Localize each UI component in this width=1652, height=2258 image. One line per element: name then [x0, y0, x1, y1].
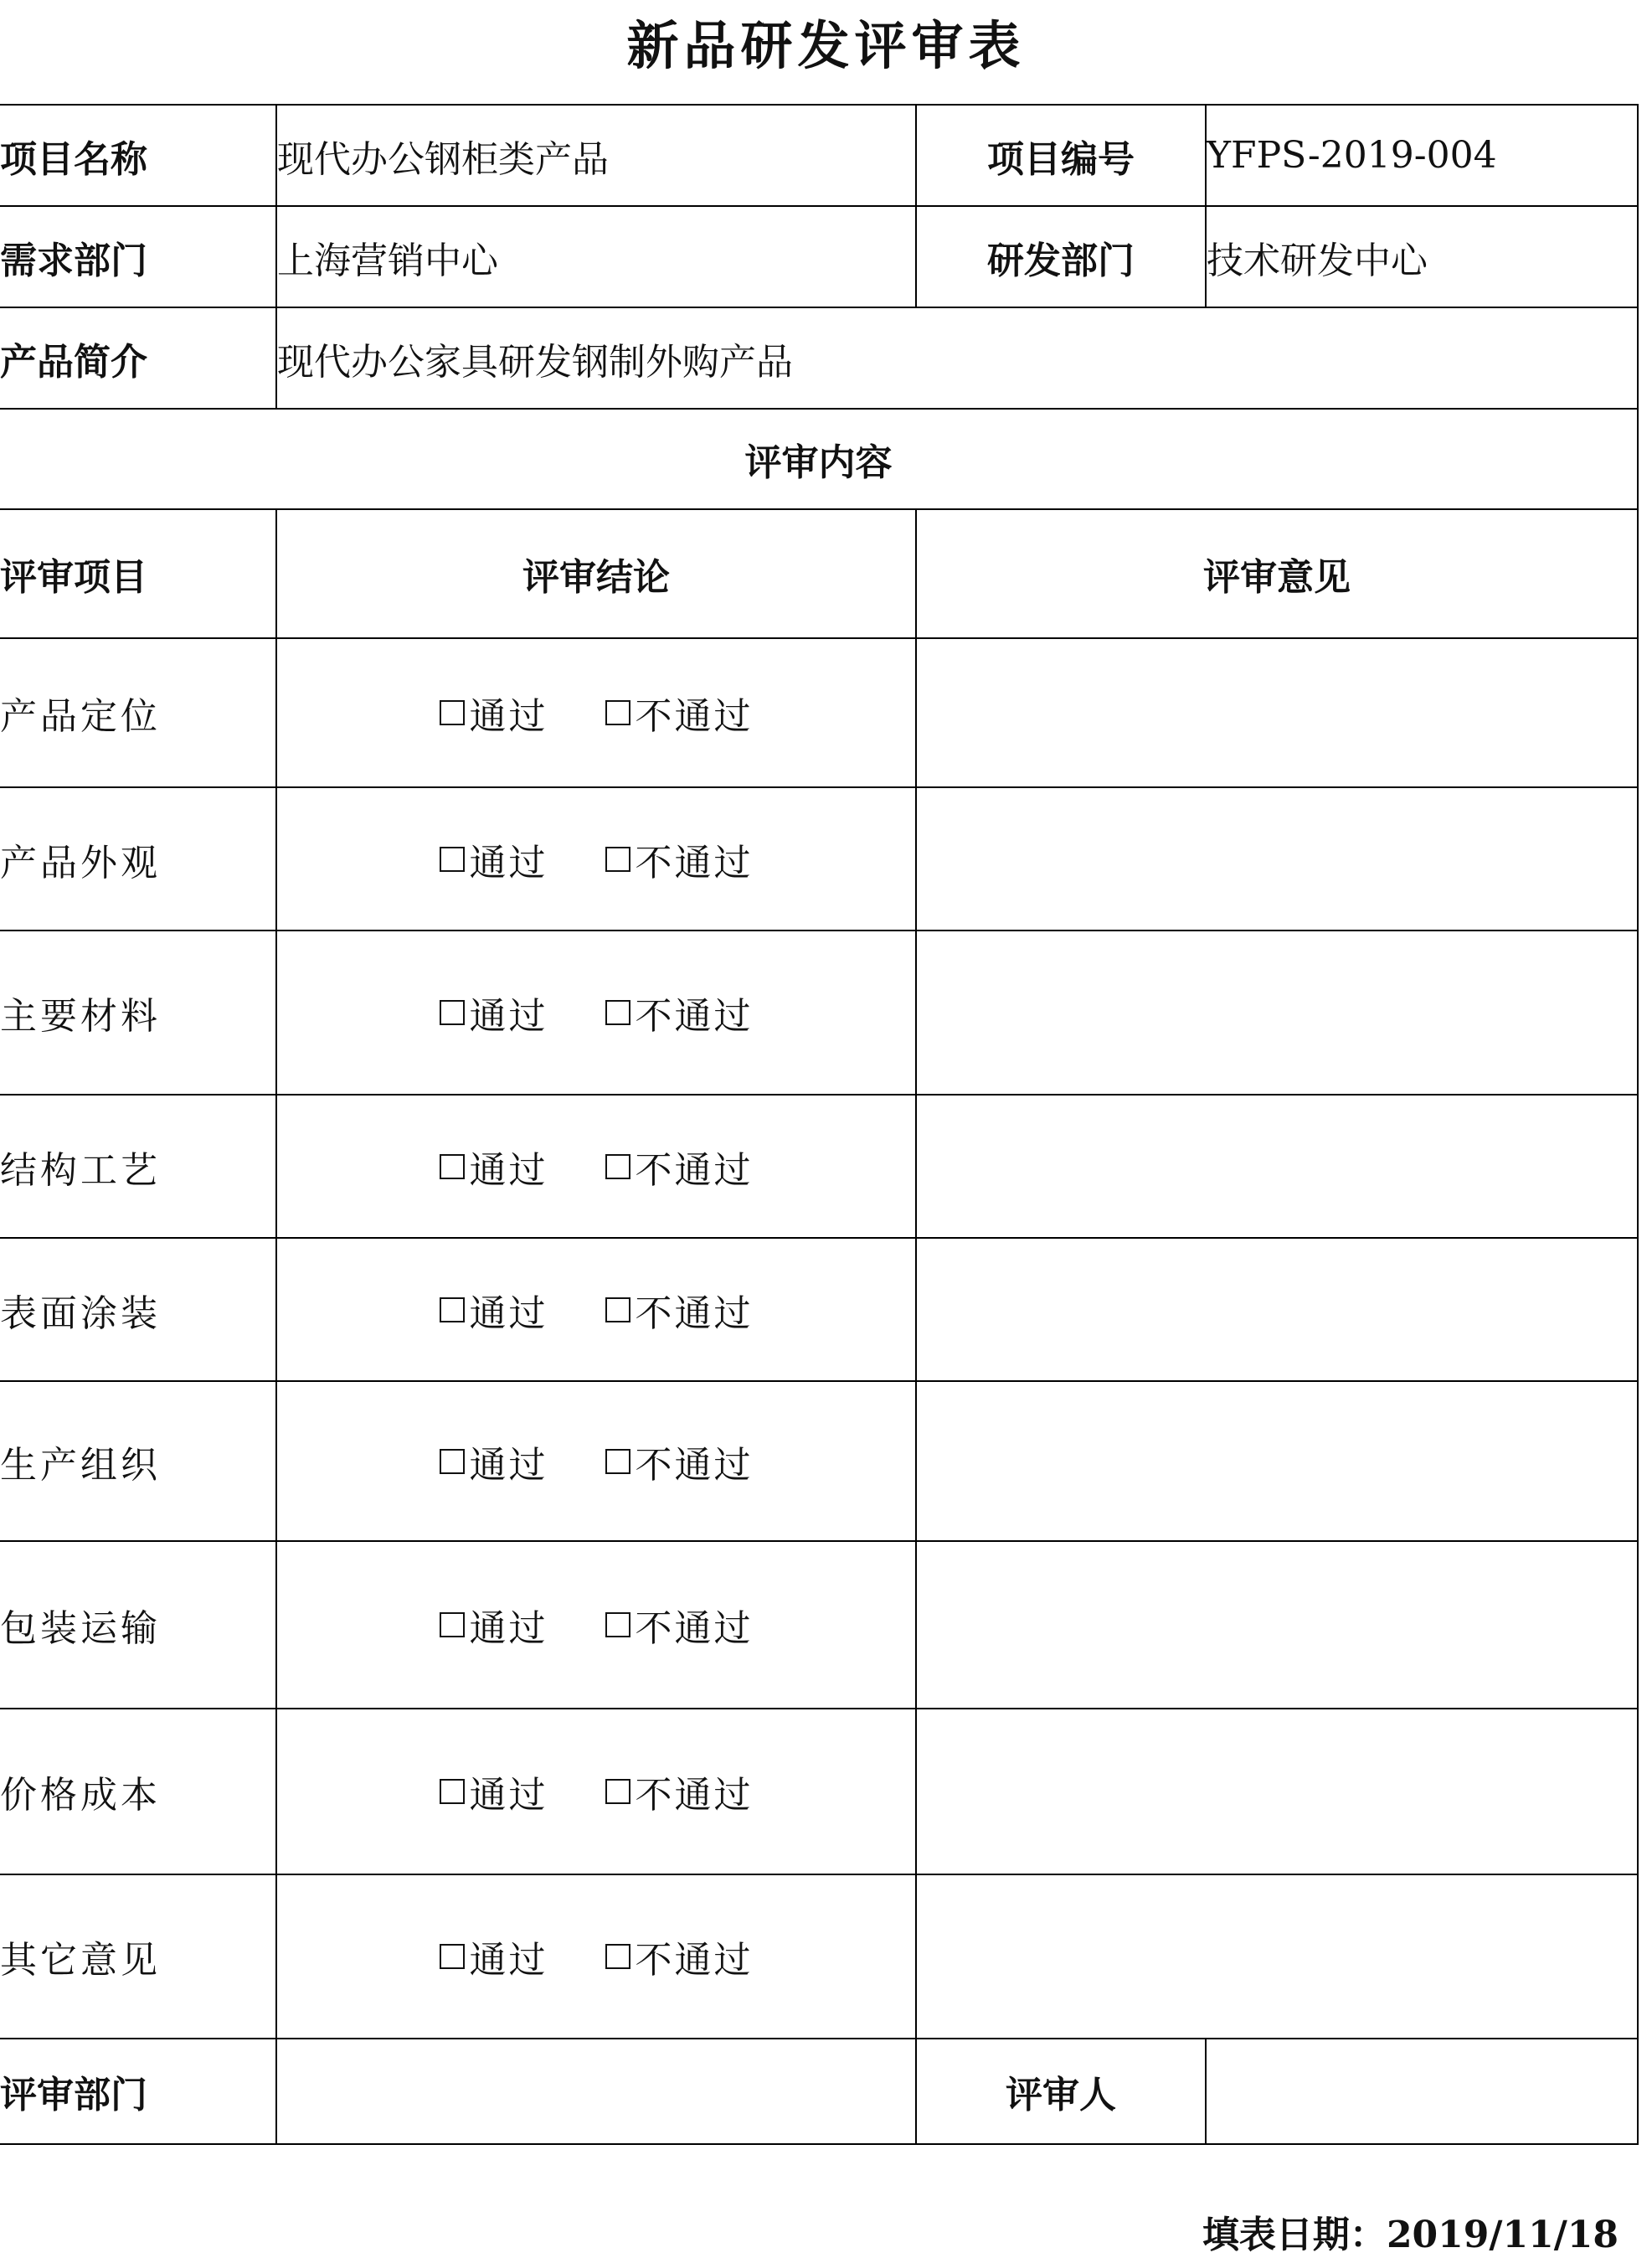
demand-dept-label: 需求部门	[0, 206, 276, 307]
checkbox-icon[interactable]	[440, 1297, 465, 1322]
checkbox-icon[interactable]	[605, 700, 630, 725]
checkbox-icon[interactable]	[440, 1000, 465, 1025]
form-title: 新品研发评审表	[626, 15, 1026, 76]
col-result-header: 评审结论	[276, 509, 916, 638]
pass-label: 通过	[469, 841, 548, 884]
review-row	[0, 1238, 1638, 1381]
fail-option[interactable]	[605, 1435, 754, 1488]
rd-dept-label: 研发部门	[916, 206, 1206, 307]
pass-label: 通过	[469, 1291, 548, 1335]
checkbox-icon[interactable]	[605, 847, 630, 872]
review-section-title: 评审内容	[0, 409, 1638, 509]
checkbox-icon[interactable]	[605, 1000, 630, 1025]
checkbox-icon[interactable]	[605, 1449, 630, 1474]
checkbox-icon[interactable]	[605, 1297, 630, 1322]
review-opinion-cell[interactable]	[916, 638, 1638, 787]
reviewer-field[interactable]	[1206, 2039, 1638, 2144]
fail-label: 不通过	[635, 1774, 754, 1817]
checkbox-icon[interactable]	[440, 700, 465, 725]
review-item-label: 产品定位	[0, 638, 276, 787]
review-opinion-cell[interactable]	[916, 1095, 1638, 1238]
demand-dept-value: 上海营销中心	[276, 206, 916, 307]
col-item-header: 评审项目	[0, 509, 276, 638]
review-row	[0, 1381, 1638, 1541]
pass-option[interactable]	[440, 1283, 548, 1337]
review-result-cell	[276, 1381, 916, 1541]
pass-label: 通过	[469, 1607, 548, 1650]
review-result-cell	[276, 931, 916, 1095]
review-opinion-cell[interactable]	[916, 1709, 1638, 1874]
fail-option[interactable]	[605, 1283, 754, 1337]
pass-option[interactable]	[440, 1140, 548, 1193]
review-item-label: 主要材料	[0, 931, 276, 1095]
review-opinion-cell[interactable]	[916, 1381, 1638, 1541]
rd-dept-value: 技术研发中心	[1206, 206, 1638, 307]
review-result-cell	[276, 1874, 916, 2039]
review-row	[0, 787, 1638, 931]
intro-label: 产品简介	[0, 307, 276, 409]
review-result-cell	[276, 1709, 916, 1874]
pass-label: 通过	[469, 1939, 548, 1982]
review-result-cell	[276, 638, 916, 787]
review-item-label: 价格成本	[0, 1709, 276, 1874]
col-opinion-header: 评审意见	[916, 509, 1638, 638]
checkbox-icon[interactable]	[605, 1612, 630, 1637]
review-result-cell	[276, 1541, 916, 1709]
review-row	[0, 1709, 1638, 1874]
review-row	[0, 1874, 1638, 2039]
pass-label: 通过	[469, 695, 548, 738]
pass-label: 通过	[469, 1148, 548, 1192]
pass-option[interactable]	[440, 986, 548, 1039]
pass-option[interactable]	[440, 833, 548, 886]
pass-label: 通过	[469, 995, 548, 1038]
project-no-label: 项目编号	[916, 105, 1206, 206]
review-item-label: 表面涂装	[0, 1238, 276, 1381]
fail-label: 不通过	[635, 1607, 754, 1650]
review-dept-label: 评审部门	[0, 2039, 276, 2144]
review-form-table	[0, 104, 1639, 2145]
project-no-value: YFPS-2019-004	[1206, 105, 1638, 206]
review-dept-field[interactable]	[276, 2039, 916, 2144]
pass-option[interactable]	[440, 1598, 548, 1652]
fail-option[interactable]	[605, 1765, 754, 1818]
signature-row	[0, 2039, 1638, 2144]
intro-row	[0, 307, 1638, 409]
fail-label: 不通过	[635, 995, 754, 1038]
pass-option[interactable]	[440, 686, 548, 740]
fail-label: 不通过	[635, 695, 754, 738]
checkbox-icon[interactable]	[440, 1449, 465, 1474]
reviewer-label: 评审人	[916, 2039, 1206, 2144]
department-row	[0, 206, 1638, 307]
pass-label: 通过	[469, 1443, 548, 1487]
review-item-label: 生产组织	[0, 1381, 276, 1541]
checkbox-icon[interactable]	[440, 1154, 465, 1179]
review-row	[0, 1541, 1638, 1709]
fail-label: 不通过	[635, 1148, 754, 1192]
fail-option[interactable]	[605, 986, 754, 1039]
review-item-label: 结构工艺	[0, 1095, 276, 1238]
fail-option[interactable]	[605, 1930, 754, 1983]
checkbox-icon[interactable]	[440, 1612, 465, 1637]
review-opinion-cell[interactable]	[916, 1874, 1638, 2039]
review-result-cell	[276, 1095, 916, 1238]
fill-date-value: 2019/11/18	[1386, 2214, 1619, 2256]
fail-label: 不通过	[635, 1443, 754, 1487]
review-opinion-cell[interactable]	[916, 1541, 1638, 1709]
review-item-label: 产品外观	[0, 787, 276, 931]
project-info-row	[0, 105, 1638, 206]
review-item-label: 包装运输	[0, 1541, 276, 1709]
review-result-cell	[276, 787, 916, 931]
checkbox-icon[interactable]	[440, 1944, 465, 1969]
checkbox-icon[interactable]	[440, 847, 465, 872]
fail-option[interactable]	[605, 686, 754, 740]
review-result-cell	[276, 1238, 916, 1381]
pass-label: 通过	[469, 1774, 548, 1817]
checkbox-icon[interactable]	[440, 1779, 465, 1804]
review-row	[0, 931, 1638, 1095]
pass-option[interactable]	[440, 1435, 548, 1488]
review-row	[0, 638, 1638, 787]
project-name-label: 项目名称	[0, 105, 276, 206]
fail-option[interactable]	[605, 1598, 754, 1652]
fail-label: 不通过	[635, 1291, 754, 1335]
review-opinion-cell[interactable]	[916, 787, 1638, 931]
fill-date	[1202, 2204, 1619, 2258]
checkbox-icon[interactable]	[605, 1154, 630, 1179]
fail-label: 不通过	[635, 841, 754, 884]
fail-option[interactable]	[605, 833, 754, 886]
fill-date-label: 填表日期：	[1202, 2214, 1387, 2256]
fail-label: 不通过	[635, 1939, 754, 1982]
checkbox-icon[interactable]	[605, 1779, 630, 1804]
intro-value: 现代办公家具研发钢制外购产品	[276, 307, 1638, 409]
review-row	[0, 1095, 1638, 1238]
section-header-row	[0, 409, 1638, 509]
pass-option[interactable]	[440, 1930, 548, 1983]
review-opinion-cell[interactable]	[916, 1238, 1638, 1381]
review-item-label: 其它意见	[0, 1874, 276, 2039]
column-header-row	[0, 509, 1638, 638]
fail-option[interactable]	[605, 1140, 754, 1193]
checkbox-icon[interactable]	[605, 1944, 630, 1969]
project-name-value: 现代办公钢柜类产品	[276, 105, 916, 206]
pass-option[interactable]	[440, 1765, 548, 1818]
review-opinion-cell[interactable]	[916, 931, 1638, 1095]
